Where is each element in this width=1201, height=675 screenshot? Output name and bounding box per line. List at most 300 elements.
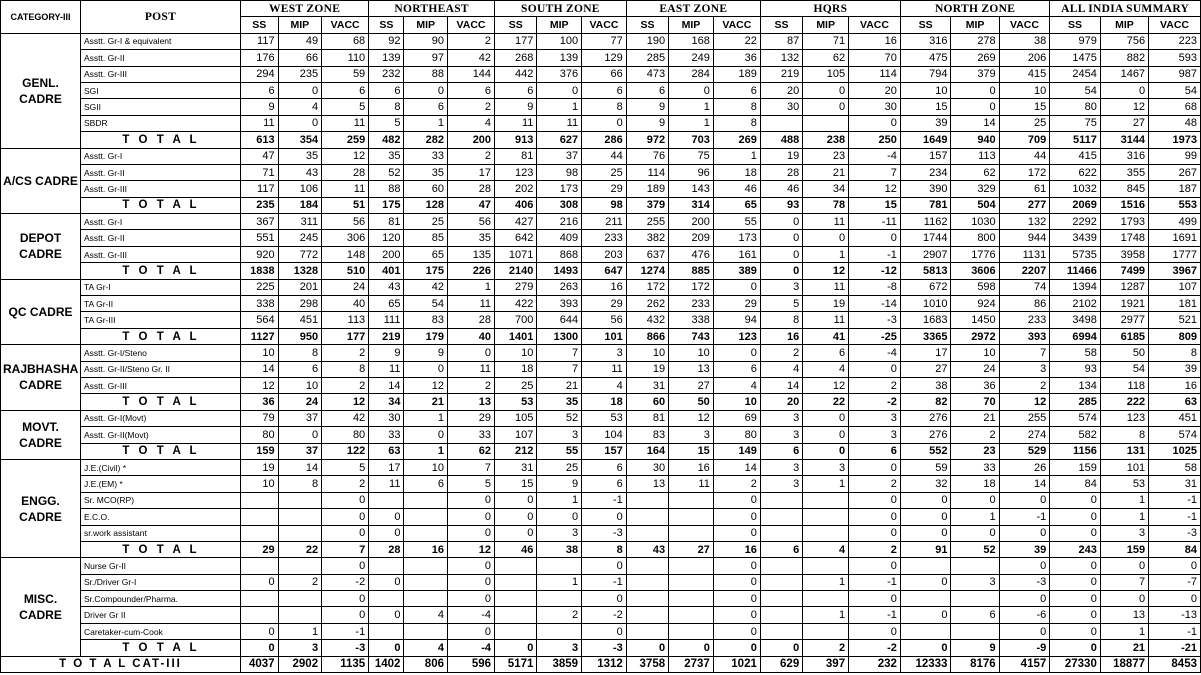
value-cell: 37	[278, 410, 322, 426]
value-cell: 3	[760, 427, 802, 443]
value-cell: -1	[849, 246, 901, 262]
value-cell: 8	[713, 115, 760, 131]
value-cell: 0	[803, 82, 849, 98]
value-cell	[669, 607, 714, 623]
value-cell: 131	[1100, 443, 1148, 459]
cadre-label: GENL. CADRE	[1, 33, 81, 148]
value-cell: 0	[849, 115, 901, 131]
value-cell: 0	[1050, 525, 1101, 541]
value-cell: 1683	[900, 312, 951, 328]
value-cell: 40	[447, 328, 494, 344]
value-cell: 0	[447, 623, 494, 639]
zone-header: WEST ZONE	[240, 1, 368, 17]
value-cell: 0	[713, 607, 760, 623]
table-row	[1, 50, 1201, 66]
value-cell: 0	[404, 361, 448, 377]
value-cell: 5	[322, 459, 369, 475]
value-cell: 172	[669, 279, 714, 295]
value-cell: 98	[582, 197, 627, 213]
value-cell: 2	[803, 640, 849, 656]
value-cell: 8	[582, 541, 627, 557]
value-cell: -1	[322, 623, 369, 639]
value-cell: 15	[669, 443, 714, 459]
total-row	[1, 132, 1201, 148]
value-cell: 12333	[900, 656, 951, 672]
value-cell: 3	[278, 640, 322, 656]
value-cell: 8	[1149, 345, 1201, 361]
value-cell: 0	[713, 345, 760, 361]
value-cell: 0	[900, 525, 951, 541]
value-cell: 68	[322, 33, 369, 49]
value-cell	[240, 509, 278, 525]
value-cell: 12	[849, 181, 901, 197]
value-cell: 2	[713, 476, 760, 492]
value-cell: 598	[951, 279, 999, 295]
value-cell: 809	[1149, 328, 1201, 344]
value-cell: 27	[669, 377, 714, 393]
table-row	[1, 214, 1201, 230]
value-cell: 0	[1050, 623, 1101, 639]
value-cell: 22	[713, 33, 760, 49]
value-cell: 159	[240, 443, 278, 459]
value-cell	[278, 525, 322, 541]
value-cell	[495, 607, 537, 623]
value-cell: 0	[1050, 640, 1101, 656]
value-cell: 6	[240, 82, 278, 98]
value-cell: 203	[582, 246, 627, 262]
value-cell: 0	[1100, 591, 1148, 607]
sub-header-vacc: VACC	[713, 17, 760, 33]
sub-header-mip: MIP	[669, 17, 714, 33]
sub-header-mip: MIP	[537, 17, 582, 33]
value-cell: 114	[626, 164, 668, 180]
value-cell: 12	[322, 148, 369, 164]
value-cell: 4	[404, 607, 448, 623]
sub-header-ss: SS	[760, 17, 802, 33]
table-row	[1, 509, 1201, 525]
value-cell	[626, 591, 668, 607]
value-cell: 1	[803, 246, 849, 262]
value-cell: 200	[369, 246, 404, 262]
value-cell: 245	[278, 230, 322, 246]
post-cell: Sr.Compounder/Pharma.	[80, 591, 240, 607]
value-cell	[240, 558, 278, 574]
value-cell: 28	[447, 181, 494, 197]
cadre-label: QC CADRE	[1, 279, 81, 345]
value-cell: 259	[322, 132, 369, 148]
value-cell: 12	[322, 394, 369, 410]
value-cell: 15	[495, 476, 537, 492]
value-cell: 1135	[322, 656, 369, 672]
value-cell: 11	[240, 115, 278, 131]
value-cell: 2737	[669, 656, 714, 672]
value-cell: 338	[240, 296, 278, 312]
value-cell: 756	[1100, 33, 1148, 49]
value-cell: 80	[713, 427, 760, 443]
value-cell: 30	[369, 410, 404, 426]
value-cell: 53	[1100, 476, 1148, 492]
post-cell: Nurse Gr-II	[80, 558, 240, 574]
value-cell: 263	[537, 279, 582, 295]
post-cell: J.E.(Civil) *	[80, 459, 240, 475]
value-cell: 9	[240, 99, 278, 115]
value-cell: 31	[1149, 476, 1201, 492]
value-cell: 10	[495, 345, 537, 361]
value-cell: -3	[849, 312, 901, 328]
value-cell: 1777	[1149, 246, 1201, 262]
value-cell	[760, 558, 802, 574]
value-cell: -6	[999, 607, 1050, 623]
value-cell: 0	[582, 591, 627, 607]
value-cell: 50	[669, 394, 714, 410]
value-cell: 406	[495, 197, 537, 213]
value-cell: 0	[447, 525, 494, 541]
value-cell: 29	[240, 541, 278, 557]
value-cell: 473	[626, 66, 668, 82]
value-cell: 0	[849, 230, 901, 246]
value-cell: 97	[404, 50, 448, 66]
value-cell: 159	[1050, 459, 1101, 475]
value-cell: 81	[495, 148, 537, 164]
value-cell: 8	[278, 476, 322, 492]
value-cell: 75	[669, 148, 714, 164]
value-cell: 0	[951, 82, 999, 98]
grand-total-label: T O T A L CAT-III	[1, 656, 241, 672]
value-cell: 0	[322, 492, 369, 508]
value-cell: 66	[582, 66, 627, 82]
value-cell: 172	[999, 164, 1050, 180]
value-cell: 38	[999, 33, 1050, 49]
value-cell: 173	[537, 181, 582, 197]
value-cell: 627	[537, 132, 582, 148]
value-cell: 800	[951, 230, 999, 246]
value-cell: 0	[803, 443, 849, 459]
value-cell: 700	[495, 312, 537, 328]
value-cell: 255	[999, 410, 1050, 426]
value-cell: 3	[537, 525, 582, 541]
value-cell: 6	[849, 443, 901, 459]
value-cell: 1	[713, 148, 760, 164]
value-cell: 781	[900, 197, 951, 213]
value-cell: 622	[1050, 164, 1101, 180]
value-cell: 0	[495, 509, 537, 525]
value-cell: 482	[369, 132, 404, 148]
value-cell: 2	[999, 377, 1050, 393]
value-cell: 238	[803, 132, 849, 148]
value-cell: 24	[951, 361, 999, 377]
value-cell: 46	[713, 181, 760, 197]
value-cell: 1	[447, 279, 494, 295]
value-cell: 139	[537, 50, 582, 66]
total-label: T O T A L	[80, 328, 240, 344]
value-cell	[760, 525, 802, 541]
value-cell: 950	[278, 328, 322, 344]
value-cell	[537, 591, 582, 607]
value-cell	[669, 492, 714, 508]
value-cell	[495, 623, 537, 639]
value-cell	[404, 591, 448, 607]
total-row	[1, 443, 1201, 459]
post-cell: Asstt. Gr-III	[80, 181, 240, 197]
post-cell: Sr./Driver Gr-I	[80, 574, 240, 590]
value-cell: 0	[369, 574, 404, 590]
value-cell: 5171	[495, 656, 537, 672]
total-label: T O T A L	[80, 443, 240, 459]
value-cell: 4037	[240, 656, 278, 672]
total-row	[1, 328, 1201, 344]
value-cell: 53	[495, 394, 537, 410]
table-row	[1, 99, 1201, 115]
value-cell: 201	[278, 279, 322, 295]
value-cell: 1071	[495, 246, 537, 262]
value-cell: 0	[849, 509, 901, 525]
value-cell	[495, 591, 537, 607]
value-cell: 100	[537, 33, 582, 49]
post-cell: Asstt. Gr-II	[80, 50, 240, 66]
value-cell: 2	[849, 476, 901, 492]
value-cell: 39	[900, 115, 951, 131]
value-cell: 2	[322, 377, 369, 393]
value-cell: 200	[447, 132, 494, 148]
value-cell: 19	[760, 148, 802, 164]
value-cell: 113	[951, 148, 999, 164]
value-cell: 70	[951, 394, 999, 410]
value-cell: 0	[1050, 558, 1101, 574]
value-cell: 390	[900, 181, 951, 197]
value-cell: 0	[713, 558, 760, 574]
value-cell: 24	[278, 394, 322, 410]
value-cell	[240, 607, 278, 623]
value-cell: 11	[803, 279, 849, 295]
value-cell: 60	[626, 394, 668, 410]
value-cell: 355	[1100, 164, 1148, 180]
post-cell: Driver Gr II	[80, 607, 240, 623]
value-cell: 882	[1100, 50, 1148, 66]
table-row	[1, 623, 1201, 639]
value-cell: 845	[1100, 181, 1148, 197]
value-cell: 80	[240, 427, 278, 443]
value-cell: 34	[803, 181, 849, 197]
value-cell	[369, 492, 404, 508]
value-cell: 0	[849, 492, 901, 508]
value-cell	[369, 591, 404, 607]
value-cell: 148	[322, 246, 369, 262]
value-cell	[760, 623, 802, 639]
value-cell: 0	[1050, 607, 1101, 623]
value-cell: 0	[849, 361, 901, 377]
value-cell: 269	[713, 132, 760, 148]
zone-header: ALL INDIA SUMMARY	[1050, 1, 1201, 17]
value-cell: 28	[760, 164, 802, 180]
value-cell: 379	[626, 197, 668, 213]
value-cell: 6	[582, 476, 627, 492]
value-cell: 86	[999, 296, 1050, 312]
value-cell	[404, 623, 448, 639]
value-cell: 8176	[951, 656, 999, 672]
value-cell: 0	[1149, 558, 1201, 574]
value-cell	[803, 591, 849, 607]
value-cell: 1	[951, 509, 999, 525]
value-cell: 30	[760, 99, 802, 115]
value-cell: 3	[1100, 525, 1148, 541]
value-cell: 0	[900, 509, 951, 525]
value-cell: 1	[404, 410, 448, 426]
value-cell: 1793	[1100, 214, 1148, 230]
value-cell: 9	[369, 345, 404, 361]
post-cell: TA Gr-I	[80, 279, 240, 295]
value-cell: 267	[1149, 164, 1201, 180]
value-cell: 6	[495, 82, 537, 98]
value-cell: 12	[447, 541, 494, 557]
table-row	[1, 591, 1201, 607]
value-cell: 11	[447, 296, 494, 312]
value-cell: 0	[495, 640, 537, 656]
value-cell: 4	[582, 377, 627, 393]
value-cell: 0	[322, 525, 369, 541]
value-cell: 58	[1050, 345, 1101, 361]
value-cell: -2	[849, 640, 901, 656]
value-cell: -1	[849, 607, 901, 623]
post-cell: Asstt. Gr-II(Movt)	[80, 427, 240, 443]
value-cell: -12	[849, 263, 901, 279]
value-cell: 7499	[1100, 263, 1148, 279]
value-cell: 13	[626, 476, 668, 492]
value-cell: 35	[278, 148, 322, 164]
value-cell: 50	[1100, 345, 1148, 361]
value-cell: -4	[447, 640, 494, 656]
value-cell: 249	[669, 50, 714, 66]
value-cell: 132	[999, 214, 1050, 230]
value-cell: 175	[404, 263, 448, 279]
value-cell: -3	[999, 574, 1050, 590]
value-cell: 39	[1149, 361, 1201, 377]
value-cell: 1328	[278, 263, 322, 279]
value-cell: 9	[404, 345, 448, 361]
table-row	[1, 459, 1201, 475]
value-cell: 18	[713, 164, 760, 180]
value-cell	[951, 623, 999, 639]
sub-header-vacc: VACC	[322, 17, 369, 33]
value-cell: 88	[404, 66, 448, 82]
value-cell: -3	[582, 525, 627, 541]
value-cell: 868	[537, 246, 582, 262]
value-cell: 83	[404, 312, 448, 328]
value-cell: 743	[669, 328, 714, 344]
zone-header: EAST ZONE	[626, 1, 760, 17]
value-cell: 2292	[1050, 214, 1101, 230]
value-cell: 0	[1149, 591, 1201, 607]
cadre-label: MISC. CADRE	[1, 558, 81, 656]
value-cell: 149	[713, 443, 760, 459]
value-cell: 144	[447, 66, 494, 82]
value-cell: 3	[951, 574, 999, 590]
value-cell: 415	[1050, 148, 1101, 164]
value-cell: 135	[447, 246, 494, 262]
value-cell: 21	[404, 394, 448, 410]
value-cell: 41	[803, 328, 849, 344]
value-cell: 0	[447, 591, 494, 607]
value-cell: 243	[1050, 541, 1101, 557]
value-cell: 0	[713, 509, 760, 525]
value-cell: 1287	[1100, 279, 1148, 295]
value-cell: 20	[849, 82, 901, 98]
value-cell: 143	[669, 181, 714, 197]
value-cell: 13	[1100, 607, 1148, 623]
value-cell: 0	[713, 623, 760, 639]
value-cell: 806	[404, 656, 448, 672]
value-cell: 0	[951, 492, 999, 508]
value-cell: 20	[760, 82, 802, 98]
value-cell: 25	[404, 214, 448, 230]
value-cell: 66	[278, 50, 322, 66]
value-cell: 10	[626, 345, 668, 361]
value-cell: 7	[537, 345, 582, 361]
post-cell: Asstt. Gr-I	[80, 148, 240, 164]
value-cell: 316	[900, 33, 951, 49]
value-cell: 47	[240, 148, 278, 164]
value-cell: 10	[240, 476, 278, 492]
value-cell: 189	[626, 181, 668, 197]
value-cell: 29	[582, 181, 627, 197]
value-cell: 6	[447, 82, 494, 98]
value-cell: 427	[495, 214, 537, 230]
value-cell: 38	[537, 541, 582, 557]
total-label: T O T A L	[80, 263, 240, 279]
value-cell	[404, 525, 448, 541]
value-cell: 179	[404, 328, 448, 344]
value-cell: 111	[369, 312, 404, 328]
total-row	[1, 394, 1201, 410]
value-cell: 12	[1100, 99, 1148, 115]
value-cell: 393	[999, 328, 1050, 344]
value-cell: 101	[582, 328, 627, 344]
value-cell: 225	[240, 279, 278, 295]
value-cell: 1127	[240, 328, 278, 344]
post-cell: SGII	[80, 99, 240, 115]
value-cell: 1274	[626, 263, 668, 279]
value-cell: 367	[240, 214, 278, 230]
value-cell: 6	[582, 82, 627, 98]
value-cell	[495, 574, 537, 590]
value-cell: 0	[713, 574, 760, 590]
post-cell: Asstt. Gr-II	[80, 164, 240, 180]
value-cell: 34	[369, 394, 404, 410]
value-cell: 132	[760, 50, 802, 66]
value-cell: 2102	[1050, 296, 1101, 312]
value-cell	[404, 574, 448, 590]
post-cell: J.E.(EM) *	[80, 476, 240, 492]
value-cell: 25	[495, 377, 537, 393]
value-cell: 924	[951, 296, 999, 312]
value-cell: 48	[1149, 115, 1201, 131]
value-cell: 0	[713, 279, 760, 295]
table-row	[1, 115, 1201, 131]
value-cell: 274	[999, 427, 1050, 443]
value-cell: 3	[537, 640, 582, 656]
value-cell: -7	[1149, 574, 1201, 590]
value-cell: 0	[713, 492, 760, 508]
value-cell: 1748	[1100, 230, 1148, 246]
value-cell: 3	[849, 427, 901, 443]
sub-header-mip: MIP	[1100, 17, 1148, 33]
value-cell: 316	[1100, 148, 1148, 164]
value-cell: 1	[537, 492, 582, 508]
value-cell: 16	[669, 459, 714, 475]
sub-header-vacc: VACC	[447, 17, 494, 33]
value-cell: 0	[447, 345, 494, 361]
value-cell: 71	[240, 164, 278, 180]
value-cell: 255	[626, 214, 668, 230]
